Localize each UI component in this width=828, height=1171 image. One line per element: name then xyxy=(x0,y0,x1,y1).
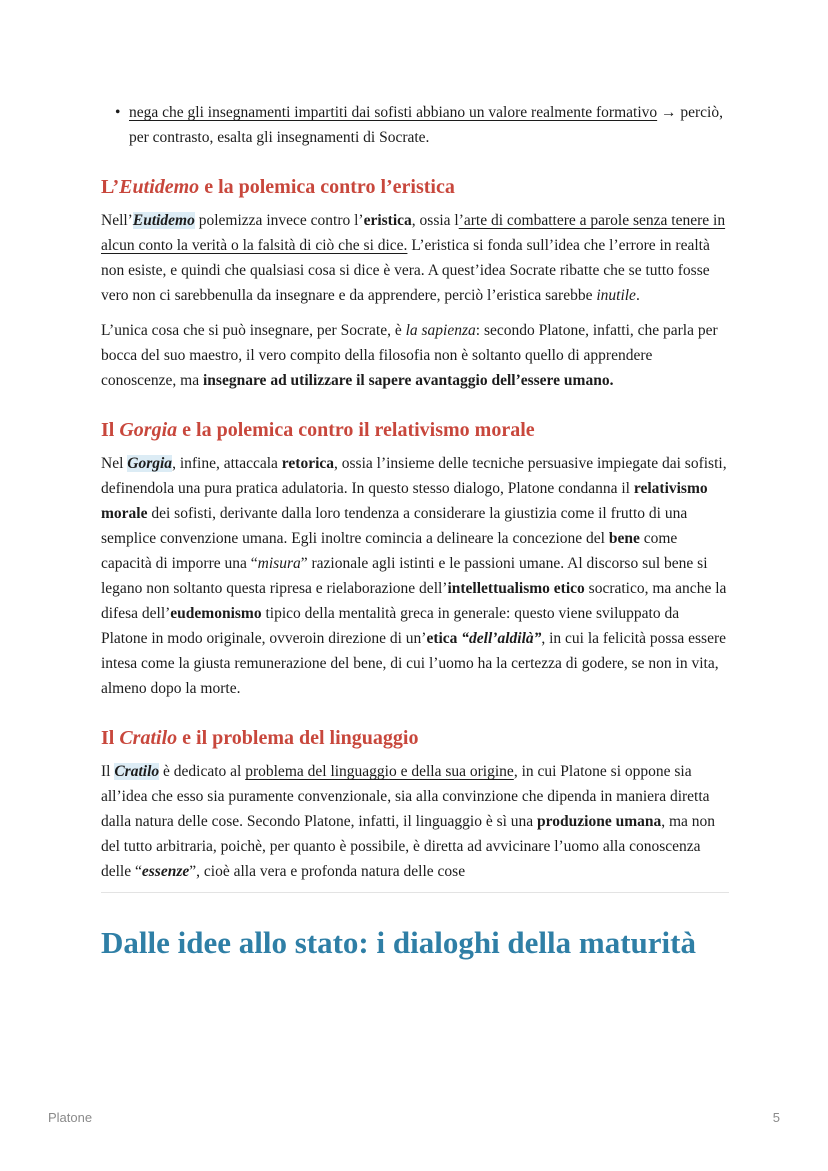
text: , ma non del tutto arbitraria, poichè, per quanto è possibile, è diretta ad avvicinare l’uomo alla conoscenza delle “ xyxy=(101,813,716,880)
text: , in cui Platone si oppone sia all’idea che esso sia puramente convenzionale, sia alla convinzione che dipenda in maniera diretta dalla natura delle cose. Secondo Platone, infatti, il linguaggio è sì una xyxy=(101,763,710,830)
document-body xyxy=(101,100,729,963)
heading-emphasis: Gorgia xyxy=(119,419,178,441)
heading-text: Il xyxy=(101,727,120,749)
heading-eutidemo xyxy=(101,174,729,200)
text: , ossia l xyxy=(411,212,459,229)
italic-term: misura xyxy=(257,555,301,572)
heading-text: L’ xyxy=(101,176,120,198)
paragraph-cratilo xyxy=(101,759,729,884)
bullet-text: → perciò, per contrasto, esalta gli insegnamenti di Socrate. xyxy=(129,104,723,146)
text: tipico della mentalità greca in generale: questo viene sviluppato da Platone in modo originale, ovveroin direzione di un’ xyxy=(101,605,680,647)
text: Il xyxy=(101,763,115,780)
text: . xyxy=(635,287,640,304)
text: come capacità di imporre una “ xyxy=(101,530,678,572)
text: ”, cioè alla vera e profonda natura delle cose xyxy=(189,863,466,880)
text: Nell’ xyxy=(101,212,133,229)
heading-text: e la polemica contro il relativismo morale xyxy=(177,419,535,441)
paragraph-eutidemo-2 xyxy=(101,318,729,393)
heading-text: e il problema del linguaggio xyxy=(177,727,419,749)
bold-term: relativismo morale xyxy=(101,480,708,522)
bold-italic-term: essenze xyxy=(141,863,190,880)
paragraph-gorgia xyxy=(101,451,729,701)
heading-cratilo xyxy=(101,725,729,751)
text: , ossia l’insieme delle tecniche persuasive impiegate dai sofisti, definendola una pura pratica adulatoria. In questo stesso dialogo, Platone condanna il xyxy=(101,455,727,497)
heading-text: Il xyxy=(101,419,120,441)
bullet-list xyxy=(101,100,729,150)
italic-term: inutile xyxy=(596,287,636,304)
paragraph-eutidemo-1 xyxy=(101,208,729,308)
bold-term: etica xyxy=(426,630,458,647)
section-divider xyxy=(101,892,729,893)
heading-emphasis: Cratilo xyxy=(119,727,178,749)
bold-term: eristica xyxy=(363,212,412,229)
bold-term: bene xyxy=(608,530,640,547)
highlighted-term: Eutidemo xyxy=(132,212,195,229)
text: dei sofisti, derivante dalla loro tendenza a considerare la giustizia come il frutto di una semplice convenzione umana. Egli inoltre comincia a delineare la concezione del xyxy=(101,505,688,547)
heading-gorgia xyxy=(101,417,729,443)
bold-term: eudemonismo xyxy=(170,605,262,622)
bold-phrase: insegnare ad utilizzare il sapere avantaggio dell’essere umano. xyxy=(203,372,614,389)
bold-term: intellettualismo etico xyxy=(447,580,585,597)
text: : secondo Platone, infatti, che parla per bocca del suo maestro, il vero compito della filosofia non è soltanto quello di apprendere conoscenze, ma xyxy=(101,322,718,389)
text: polemizza invece contro l’ xyxy=(194,212,364,229)
text: , in cui la felicità possa essere intesa come la giusta remunerazione del bene, di cui l’uomo ha la certezza di godere, se non in vita, almeno dopo la morte. xyxy=(101,630,727,697)
text: è dedicato al xyxy=(159,763,246,780)
bullet-item xyxy=(101,100,729,150)
bold-term: produzione umana xyxy=(537,813,662,830)
heading-emphasis: Eutidemo xyxy=(119,176,200,198)
bold-term: retorica xyxy=(281,455,335,472)
text: L’eristica si fonda sull’idea che l’errore in realtà non esiste, e quindi che qualsiasi cosa si dice è vera. A quest’idea Socrate ribatte che se tutto fosse vero non ci sarebbenulla da insegnare e da apprendere, perciò l’eristica sarebbe xyxy=(101,237,710,304)
italic-term: la sapienza xyxy=(405,322,476,339)
text: socratico, ma anche la difesa dell’ xyxy=(101,580,727,622)
highlighted-term: Cratilo xyxy=(114,763,160,780)
text: L’unica cosa che si può insegnare, per Socrate, è xyxy=(101,322,406,339)
highlighted-term: Gorgia xyxy=(127,455,173,472)
page-number: 5 xyxy=(772,1110,780,1125)
text: , infine, attaccala xyxy=(172,455,282,472)
section-title: Dalle idee allo stato: i dialoghi della maturità xyxy=(101,925,696,960)
text: ” razionale agli istinti e le passioni umane. Al discorso sul bene si legano non soltanto questa ripresa e rielaborazione dell’ xyxy=(101,555,708,597)
footer-title: Platone xyxy=(48,1110,93,1125)
bold-italic-term: “dell’aldilà” xyxy=(457,630,542,647)
underlined-phrase: nega che gli insegnamenti impartiti dai sofisti abbiano un valore realmente formativo xyxy=(129,104,658,121)
text: Nel xyxy=(101,455,128,472)
underlined-phrase: problema del linguaggio e della sua origine xyxy=(245,763,514,780)
underlined-phrase: ’arte di combattere a parole senza tenere in alcun conto la verità o la falsità di ciò che si dice. xyxy=(101,212,726,254)
heading-text: e la polemica contro l’eristica xyxy=(199,176,455,198)
